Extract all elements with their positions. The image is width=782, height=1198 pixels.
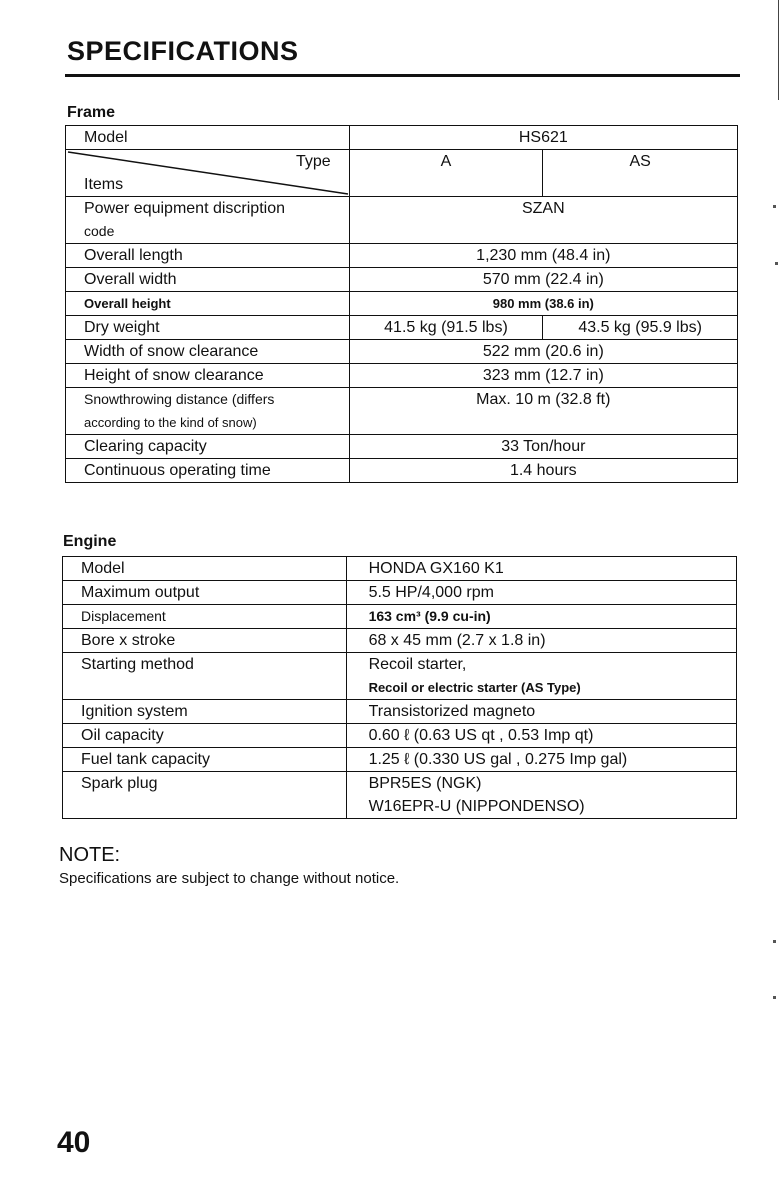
page-edge-line — [778, 0, 779, 100]
row-value: 163 cm³ (9.9 cu-in) — [346, 605, 736, 629]
row-value: HONDA GX160 K1 — [346, 557, 736, 581]
row-label: Continuous operating time — [66, 459, 350, 483]
row-value-as: 43.5 kg (95.9 lbs) — [543, 316, 738, 340]
row-value: Transistorized magneto — [346, 700, 736, 724]
table-row — [63, 653, 737, 700]
scan-speck — [773, 205, 776, 208]
table-row — [66, 197, 738, 244]
row-value: 33 Ton/hour — [349, 435, 737, 459]
table-row — [66, 364, 738, 388]
table-row — [66, 150, 738, 197]
table-row — [66, 435, 738, 459]
row-value: Recoil starter, Recoil or electric starter (AS Type) — [346, 653, 736, 700]
row-value: 1.25 ℓ (0.330 US gal , 0.275 Imp gal) — [346, 748, 736, 772]
row-value: SZAN — [349, 197, 737, 244]
table-row — [66, 268, 738, 292]
page-title: SPECIFICATIONS — [67, 36, 299, 66]
row-label: Displacement — [63, 605, 347, 629]
title-rule — [65, 74, 740, 77]
row-label: Height of snow clearance — [66, 364, 350, 388]
row-value: 570 mm (22.4 in) — [349, 268, 737, 292]
row-label: Fuel tank capacity — [63, 748, 347, 772]
row-label: Bore x stroke — [63, 629, 347, 653]
table-row — [66, 459, 738, 483]
page-number: 40 — [57, 1126, 91, 1159]
row-label: Power equipment discription code — [66, 197, 350, 244]
row-label: Spark plug — [63, 772, 347, 819]
scan-speck — [775, 262, 778, 265]
row-label: Overall length — [66, 244, 350, 268]
table-row — [66, 316, 738, 340]
type-label: Type — [295, 153, 331, 170]
row-value: 0.60 ℓ (0.63 US qt , 0.53 Imp qt) — [346, 724, 736, 748]
row-label: Maximum output — [63, 581, 347, 605]
table-row — [66, 292, 738, 316]
table-row — [63, 748, 737, 772]
row-value: 980 mm (38.6 in) — [349, 292, 737, 316]
table-row — [63, 772, 737, 819]
row-label: Overall height — [66, 292, 350, 316]
row-value: 1.4 hours — [349, 459, 737, 483]
row-value: 5.5 HP/4,000 rpm — [346, 581, 736, 605]
frame-table — [65, 125, 738, 483]
row-value: 1,230 mm (48.4 in) — [349, 244, 737, 268]
frame-heading: Frame — [67, 104, 116, 121]
table-row — [63, 557, 737, 581]
table-row — [63, 581, 737, 605]
engine-heading: Engine — [63, 533, 117, 550]
note-heading: NOTE: — [59, 844, 121, 866]
row-label: Model — [63, 557, 347, 581]
row-value: 522 mm (20.6 in) — [349, 340, 737, 364]
table-row — [66, 244, 738, 268]
note-text: Specifications are subject to change without notice. — [59, 870, 400, 887]
table-row — [63, 724, 737, 748]
row-label: Snowthrowing distance (differs according to the kind of snow) — [66, 388, 350, 435]
row-label: Ignition system — [63, 700, 347, 724]
row-label: Overall width — [66, 268, 350, 292]
row-value: 68 x 45 mm (2.7 x 1.8 in) — [346, 629, 736, 653]
row-label: Oil capacity — [63, 724, 347, 748]
table-row — [66, 340, 738, 364]
table-row — [66, 388, 738, 435]
frame-model-value: HS621 — [349, 126, 737, 150]
scan-speck — [773, 940, 776, 943]
row-value: 323 mm (12.7 in) — [349, 364, 737, 388]
type-a: A — [349, 150, 543, 197]
type-as: AS — [543, 150, 738, 197]
table-row — [66, 126, 738, 150]
row-label: Clearing capacity — [66, 435, 350, 459]
items-label: Items — [84, 176, 124, 193]
row-value: BPR5ES (NGK) W16EPR-U (NIPPONDENSO) — [346, 772, 736, 819]
engine-table — [62, 556, 737, 819]
frame-model-label: Model — [66, 126, 350, 150]
row-label: Starting method — [63, 653, 347, 700]
row-label: Width of snow clearance — [66, 340, 350, 364]
table-row — [63, 700, 737, 724]
table-row — [63, 629, 737, 653]
row-value: Max. 10 m (32.8 ft) — [349, 388, 737, 435]
row-label: Dry weight — [66, 316, 350, 340]
type-items-header — [66, 150, 350, 197]
row-value-a: 41.5 kg (91.5 lbs) — [349, 316, 543, 340]
scan-speck — [773, 996, 776, 999]
table-row — [63, 605, 737, 629]
